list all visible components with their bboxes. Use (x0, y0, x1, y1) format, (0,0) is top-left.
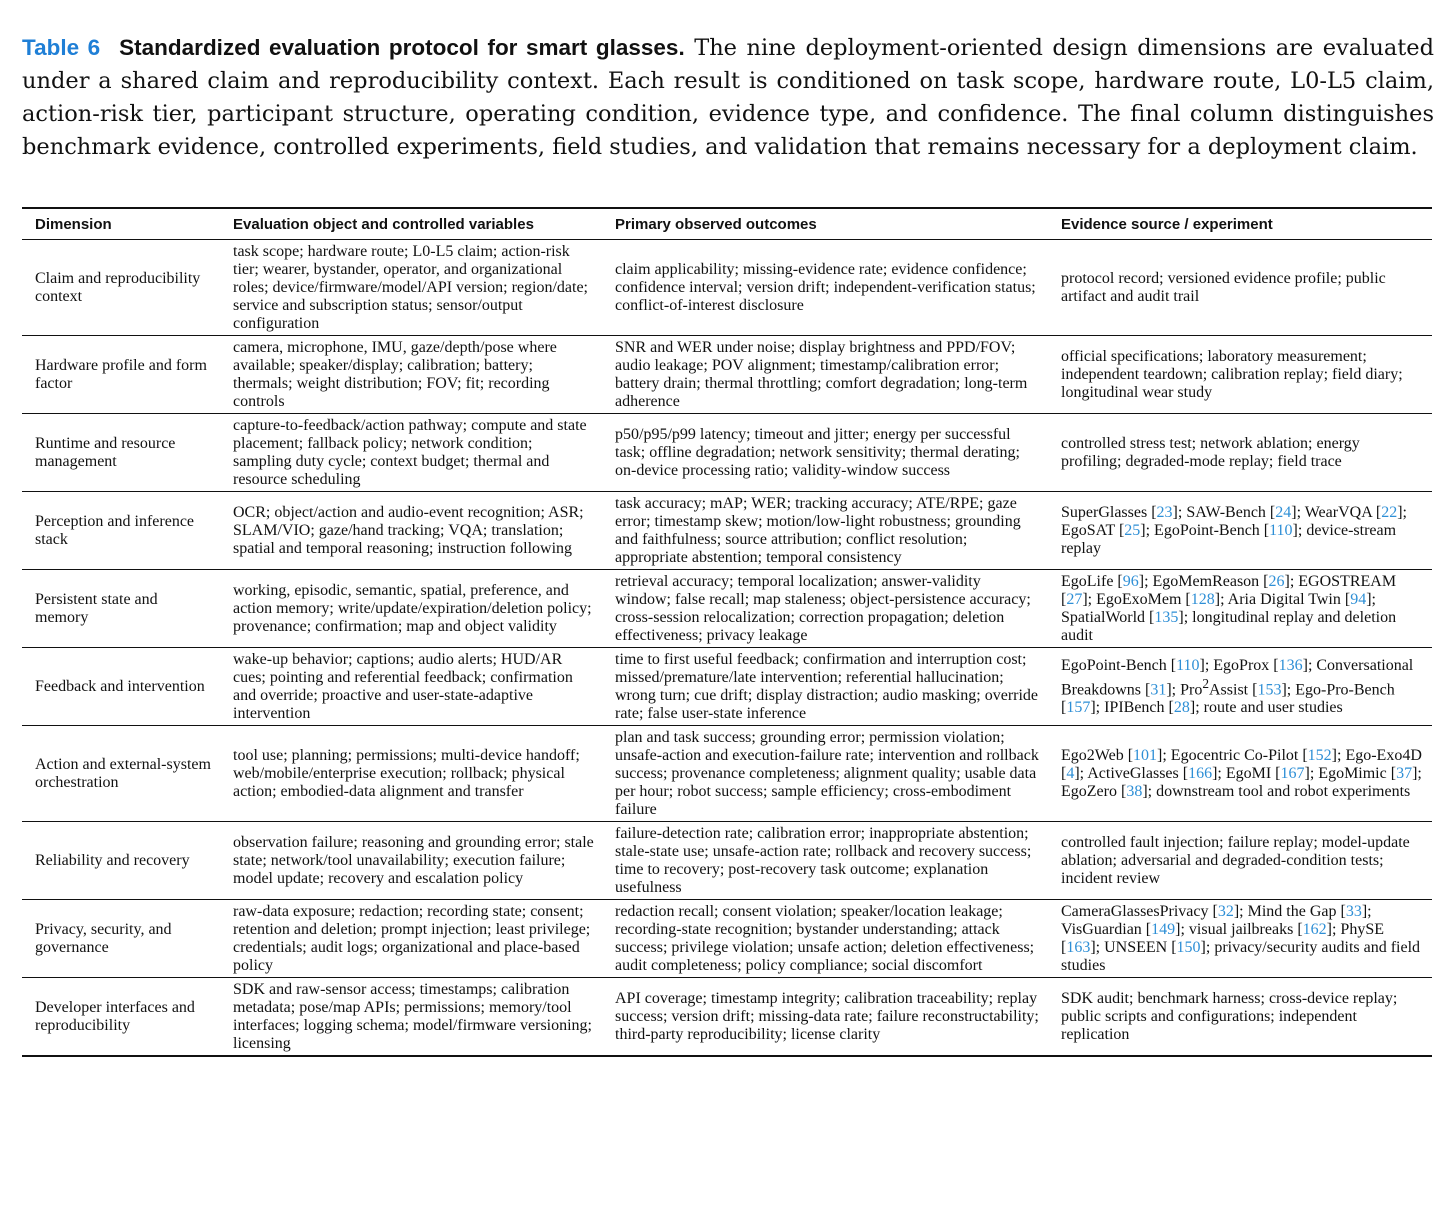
dimension-cell: Persistent state and memory (22, 570, 220, 648)
evidence-text: ]; IPIBench [ (1090, 699, 1174, 717)
evidence-text: ]; Ego-Exo4D [ (1061, 747, 1422, 782)
table-header-row (22, 208, 1432, 240)
evidence-text: ]; Mind the Gap [ (1233, 903, 1346, 920)
header-dimension: Dimension (22, 208, 220, 240)
dimension-cell: Reliability and recovery (22, 822, 220, 900)
evidence-text: ]; EgoExoMem [ (1082, 591, 1191, 608)
table-caption (22, 31, 1434, 164)
table-row (22, 336, 1432, 414)
evidence-text: ]; EgoZero [ (1061, 765, 1422, 800)
table-row (22, 570, 1432, 648)
citation-link[interactable]: 152 (1307, 747, 1332, 764)
evidence-text: ]; EgoSAT [ (1061, 504, 1407, 539)
citation-link[interactable]: 94 (1350, 591, 1367, 608)
citation-link[interactable]: 24 (1275, 504, 1292, 521)
evidence-text: ]; visual jailbreaks [ (1175, 921, 1303, 938)
observed-outcomes-cell: SNR and WER under noise; display brightness and PPD/FOV; audio leakage; POV alignment; timestamp/calibration error; battery drain; thermal throttling; comfort degradation; long-term adherence (602, 336, 1048, 414)
evidence-source-cell (1048, 822, 1432, 900)
evidence-text: SDK audit; benchmark harness; cross-device replay; public scripts and configurations; independent replication (1061, 990, 1398, 1043)
citation-link[interactable]: 26 (1268, 573, 1285, 590)
citation-link[interactable]: 167 (1280, 765, 1305, 782)
citation-link[interactable]: 128 (1190, 591, 1215, 608)
evidence-source-cell (1048, 240, 1432, 336)
evidence-source-cell (1048, 978, 1432, 1057)
citation-link[interactable]: 31 (1150, 681, 1167, 699)
citation-link[interactable]: 96 (1122, 573, 1139, 590)
citation-link[interactable]: 163 (1066, 939, 1091, 956)
table-row (22, 492, 1432, 570)
evidence-source-cell (1048, 648, 1432, 726)
evidence-text: ]; route and user studies (1189, 699, 1343, 717)
caption-text: The nine deployment-oriented design dimensions are evaluated under a shared claim and reproducibility context. Each result is conditioned on task scope, hardware route, L0-L5 claim, action-risk tier, participant structure, operating condition, evidence type, and confidence. The final column distinguishes benchmark evidence, controlled experiments, field studies, and validation that remains necessary for a deployment claim. (22, 34, 1435, 160)
citation-link[interactable]: 135 (1154, 609, 1179, 626)
citation-link[interactable]: 150 (1176, 939, 1201, 956)
dimension-cell: Developer interfaces and reproducibility (35, 999, 195, 1034)
table-row (22, 900, 1432, 978)
evidence-text: ]; SpatialWorld [ (1061, 591, 1376, 626)
evidence-text: ]; ActiveGlasses [ (1074, 765, 1189, 782)
evaluation-object-cell: tool use; planning; permissions; multi-device handoff; web/mobile/enterprise execution; rollback; physical action; embodied-data alignment and transfer (220, 726, 602, 822)
evidence-text: ]; UNSEEN [ (1090, 939, 1177, 956)
superscript-text: 2 (1202, 675, 1209, 691)
citation-link[interactable]: 25 (1124, 522, 1141, 539)
table-body (22, 240, 1432, 1057)
evidence-text: controlled stress test; network ablation; energy profiling; degraded-mode replay; field trace (1061, 435, 1360, 470)
observed-outcomes-cell: task accuracy; mAP; WER; tracking accuracy; ATE/RPE; gaze error; timestamp skew; motion/low-light robustness; grounding and faithfulness; source attribution; conflict resolution; appropriate abstention; temporal consistency (602, 492, 1048, 570)
dimension-cell: Runtime and resource management (22, 414, 220, 492)
evaluation-object-cell: SDK and raw-sensor access; timestamps; calibration metadata; pose/map APIs; permissions; memory/tool interfaces; logging schema; model/firmware versioning; licensing (233, 981, 592, 1052)
citation-link[interactable]: 110 (1176, 656, 1200, 674)
citation-link[interactable]: 32 (1217, 903, 1234, 920)
evidence-text: official specifications; laboratory measurement; independent teardown; calibration replay; field diary; longitudinal wear study (1061, 348, 1403, 401)
dimension-cell: Privacy, security, and governance (22, 900, 220, 978)
evaluation-object-cell: camera, microphone, IMU, gaze/depth/pose where available; speaker/display; calibration; battery; thermals; weight distribution; FOV; fit; recording controls (220, 336, 602, 414)
observed-outcomes-cell: redaction recall; consent violation; speaker/location leakage; recording-state recognition; bystander understanding; attack success; privilege violation; unsafe action; deletion effectiveness; audit completeness; policy compliance; social discomfort (602, 900, 1048, 978)
citation-link[interactable]: 4 (1066, 765, 1075, 782)
evaluation-object-cell: task scope; hardware route; L0-L5 claim; action-risk tier; wearer, bystander, operator, and organizational roles; device/firmware/model/API version; region/date; service and subscription status; sensor/output configuration (220, 240, 602, 336)
evidence-text: ]; EgoMI [ (1212, 765, 1281, 782)
evidence-source-cell (1048, 414, 1432, 492)
evidence-source-cell (1048, 726, 1432, 822)
table-row (22, 414, 1432, 492)
evidence-text: ]; Egocentric Co-Pilot [ (1157, 747, 1308, 764)
evidence-text: ]; WearVQA [ (1291, 504, 1382, 521)
observed-outcomes-cell: plan and task success; grounding error; permission violation; unsafe-action and execution-failure rate; intervention and rollback success; provenance completeness; alignment quality; usable data per hour; robot success; sample efficiency; cross-embodiment failure (602, 726, 1048, 822)
evidence-text: ]; EgoMemReason [ (1138, 573, 1269, 590)
citation-link[interactable]: 149 (1151, 921, 1176, 938)
dimension-cell: Hardware profile and form factor (22, 336, 220, 414)
evaluation-object-cell: raw-data exposure; redaction; recording state; consent; retention and deletion; prompt injection; least privilege; credentials; audit logs; organizational and place-based policy (220, 900, 602, 978)
evaluation-object-cell: observation failure; reasoning and grounding error; stale state; network/tool unavailability; execution failure; model update; recovery and escalation policy (220, 822, 602, 900)
citation-link[interactable]: 162 (1302, 921, 1327, 938)
evidence-text: CameraGlassesPrivacy [ (1061, 903, 1218, 920)
evaluation-object-cell: capture-to-feedback/action pathway; compute and state placement; fallback policy; network condition; sampling duty cycle; context budget; thermal and resource scheduling (220, 414, 602, 492)
header-evidence-source: Evidence source / experiment (1048, 208, 1432, 240)
observed-outcomes-cell: failure-detection rate; calibration error; inappropriate abstention; stale-state use; unsafe-action rate; rollback and recovery success; time to recovery; post-recovery task outcome; explanation usefulness (602, 822, 1048, 900)
header-observed-outcomes: Primary observed outcomes (602, 208, 1048, 240)
evaluation-object-cell: wake-up behavior; captions; audio alerts; HUD/AR cues; pointing and referential feedback; confirmation and override; proactive and user-state-adaptive intervention (220, 648, 602, 726)
evidence-source-cell (1048, 492, 1432, 570)
evidence-text: ]; Ego-Pro-Bench [ (1061, 681, 1395, 717)
citation-link[interactable]: 136 (1278, 656, 1303, 674)
evidence-text: ]; Conversational Breakdowns [ (1061, 656, 1414, 699)
evidence-text: ]; VisGuardian [ (1061, 903, 1372, 938)
observed-outcomes-cell: API coverage; timestamp integrity; calibration traceability; replay success; version drift; missing-data rate; failure reconstructability; third-party reproducibility; license clarity (615, 990, 1039, 1043)
citation-link[interactable]: 157 (1066, 699, 1091, 717)
evidence-text: ]; EGOSTREAM [ (1061, 573, 1397, 608)
observed-outcomes-cell: claim applicability; missing-evidence rate; evidence confidence; confidence interval; version drift; independent-verification status; conflict-of-interest disclosure (602, 240, 1048, 336)
caption-label: Table 6 (22, 34, 101, 60)
observed-outcomes-cell: retrieval accuracy; temporal localization; answer-validity window; false recall; map staleness; object-persistence accuracy; cross-session relocalization; correction propagation; deletion effectiveness; privacy leakage (602, 570, 1048, 648)
citation-link[interactable]: 33 (1345, 903, 1362, 920)
citation-link[interactable]: 38 (1126, 783, 1143, 800)
caption-title: Standardized evaluation protocol for smart glasses. (119, 34, 685, 60)
table-row (22, 648, 1432, 726)
evidence-text: ]; EgoPoint-Bench [ (1140, 522, 1270, 539)
dimension-cell: Action and external-system orchestration (22, 726, 220, 822)
evidence-source-cell (1048, 900, 1432, 978)
evidence-text: ]; downstream tool and robot experiments (1142, 783, 1411, 800)
evaluation-protocol-table (22, 207, 1432, 1057)
evidence-text: controlled fault injection; failure replay; model-update ablation; adversarial and degraded-condition tests; incident review (1061, 834, 1410, 887)
evidence-text: ]; SAW-Bench [ (1172, 504, 1276, 521)
evidence-text: ]; EgoProx [ (1199, 656, 1279, 674)
evidence-text: ]; longitudinal replay and deletion audit (1061, 609, 1397, 644)
evidence-text: ]; PhySE [ (1061, 921, 1384, 956)
evaluation-object-cell: OCR; object/action and audio-event recognition; ASR; SLAM/VIO; gaze/hand tracking; VQA; translation; spatial and temporal reasoning; instruction following (220, 492, 602, 570)
header-evaluation-object: Evaluation object and controlled variables (220, 208, 602, 240)
evidence-text: protocol record; versioned evidence profile; public artifact and audit trail (1061, 270, 1386, 305)
evidence-text: ]; Pro (1166, 681, 1203, 699)
table-row (22, 822, 1432, 900)
dimension-cell: Perception and inference stack (22, 492, 220, 570)
citation-link[interactable]: 22 (1381, 504, 1398, 521)
table-row (22, 978, 1432, 1057)
evidence-source-cell (1048, 336, 1432, 414)
table-row (22, 240, 1432, 336)
evidence-text: ]; Aria Digital Twin [ (1214, 591, 1351, 608)
citation-link[interactable]: 153 (1257, 681, 1282, 699)
evidence-text: SuperGlasses [ (1061, 504, 1157, 521)
dimension-cell: Claim and reproducibility context (22, 240, 220, 336)
citation-link[interactable]: 23 (1156, 504, 1173, 521)
evidence-text: ]; EgoMimic [ (1304, 765, 1397, 782)
citation-link[interactable]: 166 (1188, 765, 1213, 782)
observed-outcomes-cell: p50/p95/p99 latency; timeout and jitter; energy per successful task; offline degradation; network sensitivity; thermal derating; on-device processing ratio; validity-window success (602, 414, 1048, 492)
table-row (22, 726, 1432, 822)
evidence-text: Assist [ (1208, 681, 1258, 699)
citation-link[interactable]: 37 (1396, 765, 1413, 782)
evaluation-object-cell: working, episodic, semantic, spatial, preference, and action memory; write/update/expiration/deletion policy; provenance; confirmation; map and object validity (220, 570, 602, 648)
citation-link[interactable]: 110 (1269, 522, 1293, 539)
observed-outcomes-cell: time to first useful feedback; confirmation and interruption cost; missed/premature/late intervention; referential hallucination; wrong turn; cue drift; display distraction; audio masking; override rate; false user-state inference (602, 648, 1048, 726)
evidence-text: ]; privacy/security audits and field studies (1061, 939, 1421, 974)
dimension-cell: Feedback and intervention (22, 648, 220, 726)
evidence-text: ]; device-stream replay (1061, 522, 1397, 557)
evidence-source-cell (1048, 570, 1432, 648)
citation-link[interactable]: 28 (1173, 699, 1190, 717)
evidence-text: Ego2Web [ (1061, 747, 1134, 764)
evidence-text: EgoLife [ (1061, 573, 1123, 590)
evidence-text: EgoPoint-Bench [ (1061, 656, 1177, 674)
citation-link[interactable]: 101 (1133, 747, 1158, 764)
citation-link[interactable]: 27 (1066, 591, 1083, 608)
